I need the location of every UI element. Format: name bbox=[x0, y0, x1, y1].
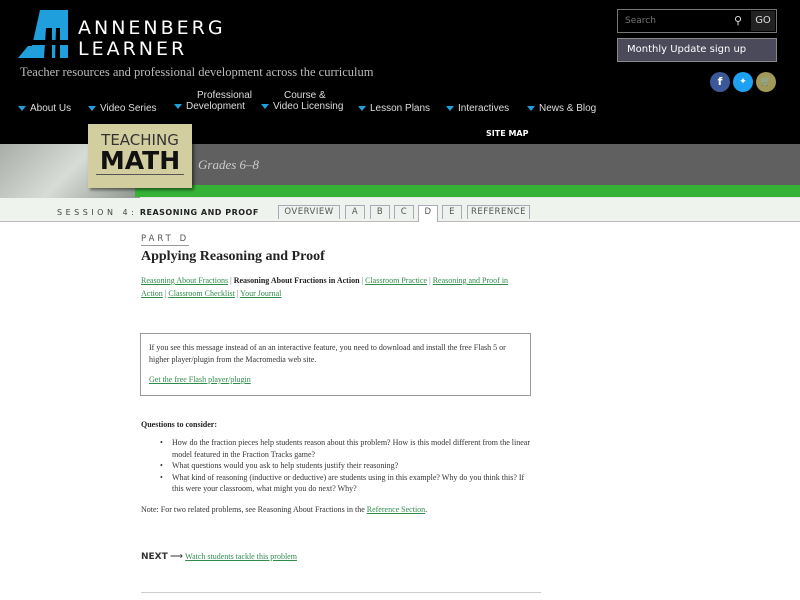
reference-section-link[interactable]: Reference Section bbox=[366, 505, 426, 514]
nav-label: About Us bbox=[30, 103, 72, 114]
note-text: Note: For two related problems, see Reasoning About Fractions in the bbox=[141, 505, 367, 514]
next-link[interactable]: Watch students tackle this problem bbox=[185, 552, 297, 561]
crumb-current: Reasoning About Fractions in Action bbox=[233, 276, 360, 285]
question-item: • What kind of reasoning (inductive or deductive) are students using in this example? Why do you think this? If this were your classroom, what might you do next? Why? bbox=[154, 472, 534, 495]
caret-down-icon bbox=[18, 106, 26, 111]
session-name: REASONING AND PROOF bbox=[139, 208, 259, 217]
caret-down-icon bbox=[527, 106, 535, 111]
questions-heading: Questions to consider: bbox=[141, 420, 217, 429]
go-button[interactable]: GO bbox=[751, 11, 775, 31]
tab-reference[interactable]: REFERENCE bbox=[467, 205, 530, 219]
crumb-your-journal[interactable]: Your Journal bbox=[240, 289, 282, 298]
logo-math: MATH bbox=[96, 148, 184, 175]
site-map-link[interactable]: SITE MAP bbox=[486, 129, 529, 138]
part-label: PART D bbox=[141, 234, 190, 244]
nav-lesson-plans[interactable] bbox=[358, 92, 430, 114]
session-title bbox=[57, 208, 259, 217]
crumb-reasoning-proof-in-action[interactable]: Reasoning and Proof in Action bbox=[141, 276, 509, 298]
caret-down-icon bbox=[88, 106, 96, 111]
crumb-reasoning-about-fractions[interactable]: Reasoning About Fractions bbox=[141, 276, 229, 285]
nav-label-line2: Development bbox=[186, 101, 245, 112]
nav-label: Lesson Plans bbox=[370, 103, 431, 114]
flash-message: If you see this message instead of an an interactive feature, you need to download and install the free Flash 5 or higher player/plugin from the Macromedia web site. bbox=[149, 343, 506, 364]
session-prefix: SESSION 4: bbox=[57, 208, 138, 217]
monthly-update-button[interactable]: Monthly Update sign up bbox=[617, 38, 777, 62]
question-item: • How do the fraction pieces help students reason about this problem? How is this model different from the linear model featured in the Fraction Tracks game? bbox=[154, 437, 534, 460]
crumb-classroom-checklist[interactable]: Classroom Checklist bbox=[168, 289, 235, 298]
tagline: Teacher resources and professional development across the curriculum bbox=[20, 65, 374, 79]
annenberg-logo-icon bbox=[18, 10, 70, 60]
logo-line-2: LEARNER bbox=[78, 38, 188, 60]
tab-d[interactable]: D bbox=[418, 205, 438, 222]
nav-news-blog[interactable] bbox=[527, 92, 596, 114]
nav-interactives[interactable] bbox=[446, 92, 509, 114]
nav-label: Interactives bbox=[458, 103, 510, 114]
nav-professional-development[interactable] bbox=[174, 90, 252, 112]
flash-message-box bbox=[140, 333, 531, 396]
nav-label-line2: Video Licensing bbox=[273, 101, 344, 112]
arrow-right-icon: ⟶ bbox=[170, 551, 183, 561]
nav-label: News & Blog bbox=[539, 103, 597, 114]
next-nav bbox=[141, 551, 297, 562]
question-item: • What questions would you ask to help students justify their reasoning? bbox=[154, 460, 534, 472]
caret-down-icon bbox=[261, 104, 269, 109]
nav-label bbox=[186, 90, 252, 112]
tab-a[interactable]: A bbox=[345, 205, 365, 219]
part-navigation: Reasoning About Fractions | Reasoning About Fractions in Action | Classroom Practice | Reasoning and Proof in Action | Classroom Checklist | Your Journal bbox=[141, 276, 509, 298]
logo-text[interactable] bbox=[78, 18, 226, 60]
nav-about-us[interactable] bbox=[18, 92, 71, 114]
tab-overview[interactable]: OVERVIEW bbox=[278, 205, 340, 219]
caret-down-icon bbox=[446, 106, 454, 111]
nav-label: Video Series bbox=[100, 103, 157, 114]
logo-teaching: TEACHING bbox=[101, 131, 179, 149]
get-flash-link[interactable]: Get the free Flash player/plugin bbox=[149, 375, 251, 384]
nav-video-series[interactable] bbox=[88, 92, 157, 114]
page-title: Applying Reasoning and Proof bbox=[141, 249, 325, 264]
next-label: NEXT bbox=[141, 552, 168, 562]
caret-down-icon bbox=[174, 104, 182, 109]
grades-label: Grades 6–8 bbox=[198, 157, 260, 172]
nav-label-line1: Course & bbox=[284, 90, 326, 101]
search-box bbox=[617, 9, 777, 33]
nav-label-line1: Professional bbox=[197, 90, 253, 101]
facebook-icon[interactable]: f bbox=[710, 72, 730, 92]
teaching-math-logo bbox=[88, 124, 192, 188]
twitter-icon[interactable]: ✦ bbox=[733, 72, 753, 92]
note bbox=[141, 505, 427, 514]
tab-b[interactable]: B bbox=[370, 205, 390, 219]
footer-divider bbox=[141, 592, 541, 593]
crumb-classroom-practice[interactable]: Classroom Practice bbox=[365, 276, 428, 285]
banner-green-band bbox=[135, 185, 800, 197]
logo-line-1: ANNENBERG bbox=[78, 17, 226, 39]
tab-e[interactable]: E bbox=[442, 205, 462, 219]
search-input[interactable] bbox=[618, 10, 750, 32]
caret-down-icon bbox=[358, 106, 366, 111]
nav-course-licensing[interactable] bbox=[261, 90, 343, 112]
search-icon[interactable]: ⚲ bbox=[734, 15, 743, 27]
site-header bbox=[0, 0, 800, 144]
cart-icon[interactable]: 🛒 bbox=[756, 72, 776, 92]
questions-list bbox=[154, 437, 534, 495]
tab-c[interactable]: C bbox=[394, 205, 414, 219]
nav-label bbox=[273, 90, 343, 112]
note-end: . bbox=[425, 505, 428, 514]
